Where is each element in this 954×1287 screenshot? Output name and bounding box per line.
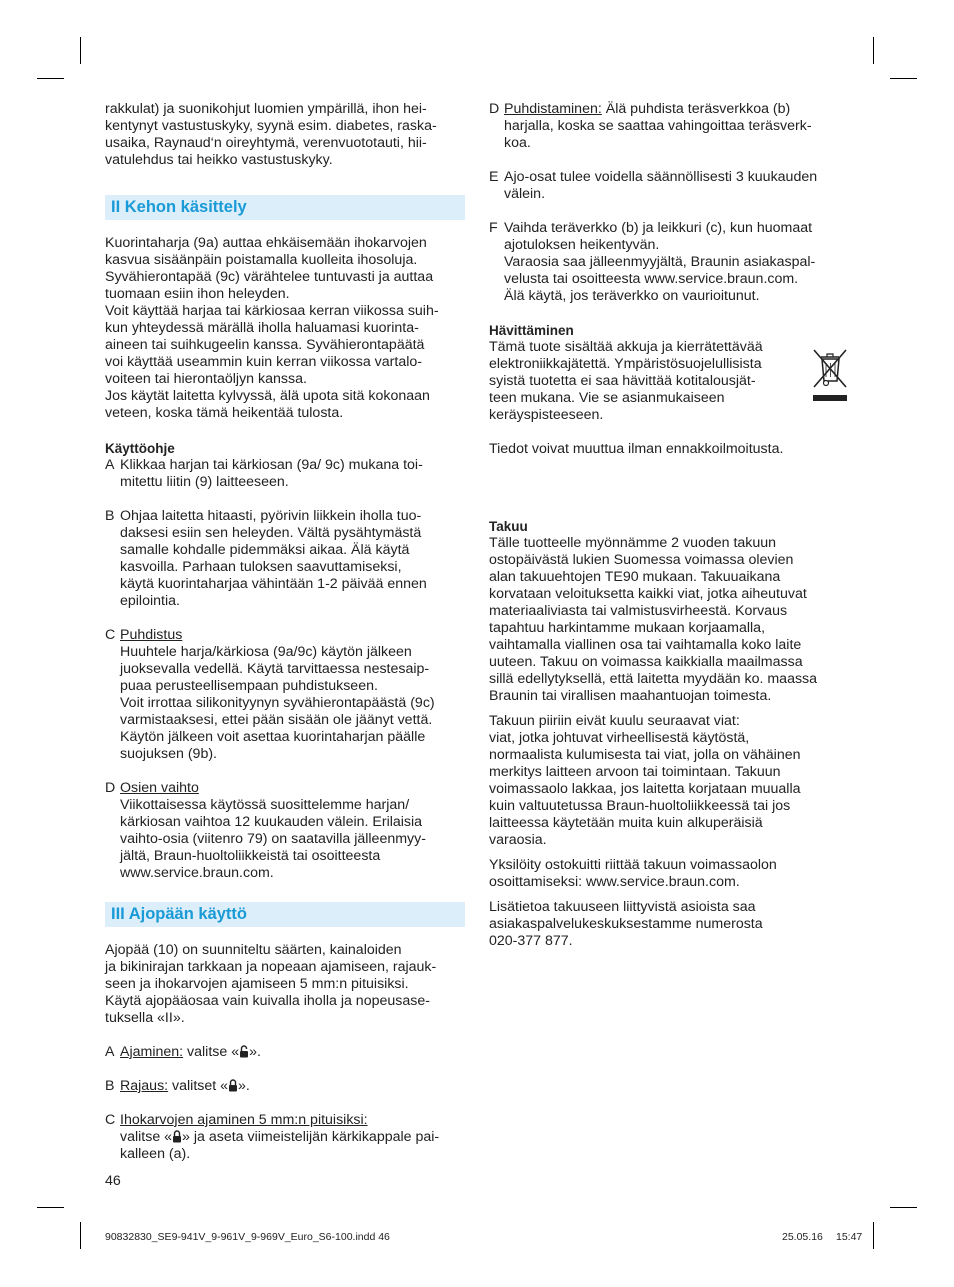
instruction-item-d: D Osien vaihto Viikottaisessa käytössä suosittelemme harjan/ kärkiosan vaihtoa 12 kuukauden välein. Erilaisia vaihto-osia (viitenro 79) on saatavilla jälleenmyy- jältä, Braun-huoltoliikkeistä tai osoitteesta www.service.braun.com. [105, 780, 426, 881]
warranty-paragraph-4: Lisätietoa takuuseen liittyvistä asioista saa asiakaspalvelukeskuksestamme numerosta 020-377 877. [489, 899, 763, 949]
shaving-item-b: B Rajaus: valitset « ». [105, 1078, 250, 1094]
warranty-paragraph-3: Yksilöity ostokuitti riittää takuun voimassaolon osoittamiseksi: www.service.braun.com. [489, 857, 777, 890]
footer-time: 15:47 [836, 1231, 863, 1243]
section-heading-body-treatment: II Kehon käsittely [105, 195, 465, 220]
warranty-paragraph-1: Tälle tuotteelle myönnämme 2 vuoden takuun ostopäivästä lukien Suomessa voimassa olevien alan takuuehtojen TE90 mukaan. Takuuaikana korvataan veloituksetta kaikki viat, jotka aiheutuvat materiaaliviasta tai valmistusvirheestä. Korvaus tapahtuu harkintamme mukaan korjaamalla, vaihtamalla viallinen osa tai vaihtamalla koko laite uuteen. Takuu on voimassa kaikkialla maailmassa sillä edellytyksellä, että laitetta myydään ko. maassa Braunin tai virallisen maahantuojan toimesta. [489, 535, 818, 704]
section2-body: Kuorintaharja (9a) auttaa ehkäisemään ihokarvojen kasvua sisäänpäin poistamalla kuolleita ihosoluja. Syvähierontapää (9c) värähtelee tuntuvasti ja auttaa tuomaan esiin ihon heleyden. Voit käyttää harjaa tai kärkiosaa kerran viikossa suih- kun yhteydessä märällä iholla haluamasi kuorinta- aineen tai suihkugeelin kanssa. Syvähierontapäätä voi käyttää useammin kuin kerran viikossa vartalo- voiteen tai hierontaöljyn kanssa. Jos käytät laitetta kylvyssä, älä upota sitä kokonaan veteen, koska tämä heikentää tulosta. [105, 235, 439, 421]
footer-date: 25.05.16 [782, 1231, 823, 1243]
notice-text: Tiedot voivat muuttua ilman ennakkoilmoitusta. [489, 441, 784, 457]
warranty-heading: Takuu [489, 519, 528, 534]
crossed-out-wheelie-bin-icon [811, 347, 849, 403]
instruction-item-c: C Puhdistus Huuhtele harja/kärkiosa (9a/9c) käytön jälkeen juoksevalla vedellä. Käytä tarvittaessa nestesaip- puaa perusteellisempaan puhdistukseen. Voit irrottaa silikonityynyn syvähierontapäästä (9c) varmistaaksesi, ettei pään sisään ole jäänyt vettä. Käytön jälkeen voit asettaa kuorintaharjan päälle suojuksen (9b). [105, 627, 435, 762]
instruction-item-b: B Ohjaa laitetta hitaasti, pyörivin liikkein iholla tuo- daksesi esiin sen heleyden. Vältä pysähtymästä samalle kohdalle pidemmäksi aikaa. Älä käytä kasvoilla. Parhaan tuloksen saavuttamiseksi, käytä kuorintaharjaa vähintään 1-2 päivää ennen epilointia. [105, 508, 427, 609]
crop-mark [37, 78, 64, 79]
shaving-item-a: A Ajaminen: valitse « ». [105, 1044, 261, 1060]
shaver-item-f: F Vaihda teräverkko (b) ja leikkuri (c), kun huomaat ajotuloksen heikentyvän. Varaosia saa jälleenmyyjältä, Braunin asiakaspal- velusta tai osoitteesta www.service.braun.com. Älä käytä, jos teräverkko on vaurioitunut. [489, 220, 816, 304]
instructions-heading: Käyttöohje [105, 441, 175, 456]
shaver-item-d: D Puhdistaminen: Älä puhdista teräsverkkoa (b) harjalla, koska se saattaa vahingoittaa teräsverk- koa. [489, 101, 812, 151]
crop-mark [873, 37, 874, 64]
section-heading-shaver-head: III Ajopään käyttö [105, 902, 465, 927]
closed-padlock-icon [228, 1079, 238, 1092]
crop-mark [890, 1207, 917, 1208]
disposal-body: Tämä tuote sisältää akkuja ja kierrätettävää elektroniikkajätettä. Ympäristösuojelullisista syistä tuotetta ei saa hävittää kotitalousjät- teen mukana. Vie se asianmukaiseen keräyspisteeseen. [489, 339, 763, 423]
crop-mark [890, 78, 917, 79]
parts-replacement-title: Osien vaihto [120, 780, 199, 796]
intro-paragraph: rakkulat) ja suonikohjut luomien ympärillä, ihon hei- kentynyt vastustuskyky, syynä esim. diabetes, raska- usaika, Raynaud‘n oireyhtymä, verenvuototauti, hii- vatulehdus tai heikko vastustuskyky. [105, 101, 437, 168]
open-padlock-icon [239, 1045, 249, 1058]
warranty-paragraph-2: Takuun piiriin eivät kuulu seuraavat viat: viat, jotka johtuvat virheellisestä käytöstä, normaalista kulumisesta tai viat, jolla on vähäinen merkitys laitteen arvoon tai toimintaan. Takuun voimassaolo lakkaa, jos laitetta korjataan muualla kuin valtuutetussa Braun-huoltoliikkeessä tai jos laitteessa käytetään muita kuin alkuperäisiä varaosia. [489, 713, 801, 848]
section3-body: Ajopää (10) on suunniteltu säärten, kainaloiden ja bikinirajan tarkkaan ja nopeaan ajamiseen, rajauk- seen ja ihokarvojen ajamiseen 5 mm:n pituisiksi. Käytä ajopääosaa vain kuivalla iholla ja nopeusase- tuksella «II». [105, 942, 437, 1026]
left-column [105, 101, 465, 1190]
page-number: 46 [105, 1173, 121, 1189]
footer-filename: 90832830_SE9-941V_9-961V_9-969V_Euro_S6-100.indd 46 [105, 1231, 390, 1243]
crop-mark [80, 1222, 81, 1249]
shaver-item-e: E Ajo-osat tulee voidella säännöllisesti 3 kuukauden välein. [489, 169, 818, 202]
shaving-item-c: C Ihokarvojen ajaminen 5 mm:n pituisiksi: valitse « » ja aseta viimeistelijän kärkikappale pai- kalleen (a). [105, 1112, 440, 1162]
closed-padlock-icon [172, 1130, 182, 1143]
cleaning-title: Puhdistus [120, 627, 183, 643]
right-column [489, 101, 859, 950]
instruction-item-a: A Klikkaa harjan tai kärkiosan (9a/ 9c) mukana toi- mitettu liitin (9) laitteeseen. [105, 457, 423, 490]
crop-mark [873, 1222, 874, 1249]
crop-mark [80, 37, 81, 64]
crop-mark [37, 1207, 64, 1208]
disposal-heading: Hävittäminen [489, 323, 574, 338]
